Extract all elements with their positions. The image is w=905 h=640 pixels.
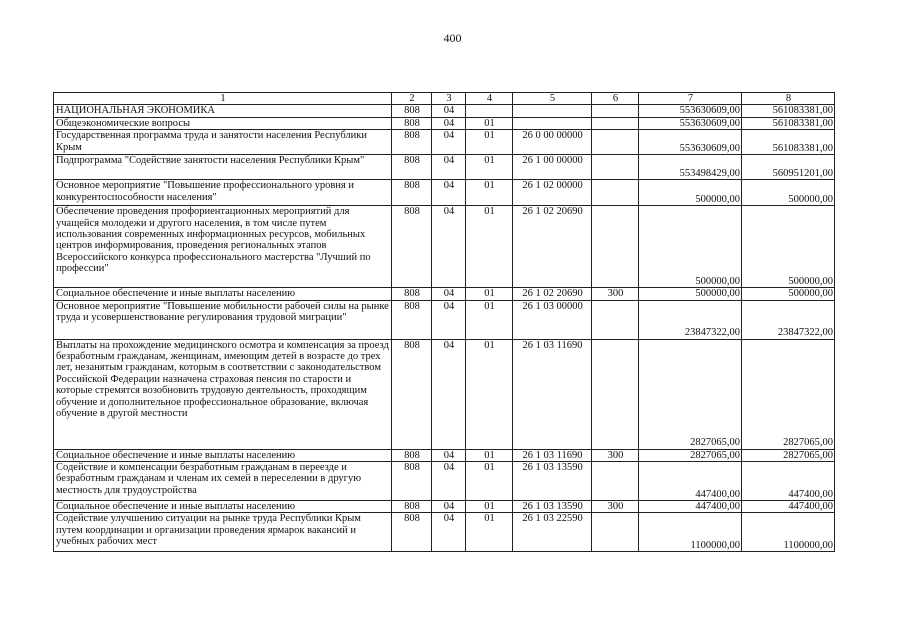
table-row xyxy=(54,288,835,300)
cell-amount-8: 561083381,00 xyxy=(742,130,835,155)
table-row xyxy=(54,155,835,180)
cell-amount-7: 500000,00 xyxy=(639,288,742,300)
cell-grbs: 808 xyxy=(392,513,432,552)
cell-amount-7: 2827065,00 xyxy=(639,339,742,449)
cell-target-article: 26 1 03 13590 xyxy=(513,501,592,513)
cell-grbs: 808 xyxy=(392,117,432,129)
cell-section: 04 xyxy=(432,449,466,461)
cell-grbs: 808 xyxy=(392,501,432,513)
table-row xyxy=(54,513,835,552)
table-row xyxy=(54,206,835,288)
budget-table xyxy=(53,92,835,552)
cell-amount-7: 447400,00 xyxy=(639,501,742,513)
cell-subsection: 01 xyxy=(466,513,513,552)
cell-amount-8: 447400,00 xyxy=(742,462,835,501)
column-header: 3 xyxy=(432,93,466,105)
row-name: Основное мероприятие "Повышение мобильности рабочей силы на рынке труда и усовершенствование регулирования трудовой миграции" xyxy=(54,300,392,339)
cell-amount-7: 553630609,00 xyxy=(639,105,742,117)
cell-expense-type xyxy=(592,206,639,288)
column-header: 2 xyxy=(392,93,432,105)
cell-grbs: 808 xyxy=(392,130,432,155)
cell-subsection: 01 xyxy=(466,155,513,180)
table-row xyxy=(54,300,835,339)
cell-subsection: 01 xyxy=(466,462,513,501)
cell-target-article: 26 1 03 00000 xyxy=(513,300,592,339)
row-name: Основное мероприятие "Повышение профессионального уровня и конкурентоспособности населения" xyxy=(54,180,392,206)
cell-amount-8: 447400,00 xyxy=(742,501,835,513)
cell-amount-8: 500000,00 xyxy=(742,180,835,206)
row-name: Социальное обеспечение и иные выплаты населению xyxy=(54,288,392,300)
row-name: НАЦИОНАЛЬНАЯ ЭКОНОМИКА xyxy=(54,105,392,117)
table-row xyxy=(54,501,835,513)
page-number: 400 xyxy=(443,31,462,45)
cell-section: 04 xyxy=(432,501,466,513)
cell-target-article: 26 1 03 11690 xyxy=(513,449,592,461)
cell-subsection: 01 xyxy=(466,206,513,288)
cell-expense-type: 300 xyxy=(592,449,639,461)
cell-grbs: 808 xyxy=(392,288,432,300)
cell-section: 04 xyxy=(432,206,466,288)
cell-section: 04 xyxy=(432,462,466,501)
cell-amount-8: 2827065,00 xyxy=(742,339,835,449)
cell-amount-7: 2827065,00 xyxy=(639,449,742,461)
cell-section: 04 xyxy=(432,288,466,300)
cell-subsection: 01 xyxy=(466,339,513,449)
row-name: Содействие и компенсации безработным гражданам в переезде и безработным гражданам и членам их семей в переселении в другую местность для трудоустройства xyxy=(54,462,392,501)
cell-target-article: 26 1 03 22590 xyxy=(513,513,592,552)
cell-amount-7: 23847322,00 xyxy=(639,300,742,339)
cell-grbs: 808 xyxy=(392,180,432,206)
cell-amount-8: 500000,00 xyxy=(742,288,835,300)
cell-amount-8: 560951201,00 xyxy=(742,155,835,180)
cell-target-article: 26 1 02 00000 xyxy=(513,180,592,206)
cell-grbs: 808 xyxy=(392,105,432,117)
cell-grbs: 808 xyxy=(392,206,432,288)
column-header: 4 xyxy=(466,93,513,105)
cell-section: 04 xyxy=(432,105,466,117)
row-name: Социальное обеспечение и иные выплаты населению xyxy=(54,501,392,513)
cell-amount-7: 500000,00 xyxy=(639,180,742,206)
table-row xyxy=(54,117,835,129)
cell-section: 04 xyxy=(432,339,466,449)
cell-subsection: 01 xyxy=(466,180,513,206)
cell-grbs: 808 xyxy=(392,300,432,339)
row-name: Подпрограмма "Содействие занятости населения Республики Крым" xyxy=(54,155,392,180)
column-header: 7 xyxy=(639,93,742,105)
row-name: Обеспечение проведения профориентационных мероприятий для учащейся молодежи и другого населения, в том числе путем использования современных информационных ресурсов, мобильных центров информирования, проведения региональных этапов Всероссийского конкурса профессионального мастерства "Лучший по профессии" xyxy=(54,206,392,288)
cell-expense-type xyxy=(592,117,639,129)
cell-section: 04 xyxy=(432,300,466,339)
cell-grbs: 808 xyxy=(392,449,432,461)
cell-target-article: 26 1 03 13590 xyxy=(513,462,592,501)
cell-amount-8: 1100000,00 xyxy=(742,513,835,552)
table-row xyxy=(54,130,835,155)
column-header: 5 xyxy=(513,93,592,105)
cell-amount-7: 553630609,00 xyxy=(639,117,742,129)
cell-subsection: 01 xyxy=(466,501,513,513)
cell-subsection xyxy=(466,105,513,117)
column-header: 8 xyxy=(742,93,835,105)
row-name: Государственная программа труда и занятости населения Республики Крым xyxy=(54,130,392,155)
cell-amount-8: 2827065,00 xyxy=(742,449,835,461)
cell-target-article: 26 1 00 00000 xyxy=(513,155,592,180)
cell-amount-7: 447400,00 xyxy=(639,462,742,501)
row-name: Общеэкономические вопросы xyxy=(54,117,392,129)
cell-target-article xyxy=(513,117,592,129)
row-name: Содействие улучшению ситуации на рынке труда Республики Крым путем координации и организации проведения ярмарок вакансий и учебных рабочих мест xyxy=(54,513,392,552)
cell-expense-type xyxy=(592,130,639,155)
table-row xyxy=(54,462,835,501)
cell-amount-8: 500000,00 xyxy=(742,206,835,288)
cell-section: 04 xyxy=(432,155,466,180)
cell-expense-type: 300 xyxy=(592,501,639,513)
cell-target-article: 26 1 02 20690 xyxy=(513,206,592,288)
cell-amount-7: 553498429,00 xyxy=(639,155,742,180)
cell-expense-type xyxy=(592,513,639,552)
cell-expense-type xyxy=(592,180,639,206)
cell-target-article: 26 1 02 20690 xyxy=(513,288,592,300)
cell-expense-type xyxy=(592,105,639,117)
table-row xyxy=(54,105,835,117)
cell-section: 04 xyxy=(432,117,466,129)
table-row xyxy=(54,339,835,449)
cell-expense-type xyxy=(592,155,639,180)
cell-target-article xyxy=(513,105,592,117)
cell-amount-7: 500000,00 xyxy=(639,206,742,288)
column-header: 6 xyxy=(592,93,639,105)
cell-grbs: 808 xyxy=(392,462,432,501)
cell-expense-type xyxy=(592,462,639,501)
cell-subsection: 01 xyxy=(466,449,513,461)
cell-target-article: 26 1 03 11690 xyxy=(513,339,592,449)
row-name: Социальное обеспечение и иные выплаты населению xyxy=(54,449,392,461)
cell-amount-8: 561083381,00 xyxy=(742,117,835,129)
cell-expense-type: 300 xyxy=(592,288,639,300)
cell-expense-type xyxy=(592,300,639,339)
table-row xyxy=(54,449,835,461)
row-name: Выплаты на прохождение медицинского осмотра и компенсация за проезд безработным гражданам, женщинам, имеющим детей в возрасте до трех лет, незанятым гражданам, которым в соответствии с законодательством Российской Федерации назначена страховая пенсия по старости и которые стремятся возобновить трудовую деятельность, проходящим обучение и дополнительное профессиональное образование, включая обучение в другой местности xyxy=(54,339,392,449)
cell-section: 04 xyxy=(432,180,466,206)
cell-grbs: 808 xyxy=(392,339,432,449)
cell-target-article: 26 0 00 00000 xyxy=(513,130,592,155)
cell-grbs: 808 xyxy=(392,155,432,180)
cell-section: 04 xyxy=(432,130,466,155)
cell-subsection: 01 xyxy=(466,130,513,155)
cell-subsection: 01 xyxy=(466,300,513,339)
table-header-row xyxy=(54,93,835,105)
cell-amount-8: 23847322,00 xyxy=(742,300,835,339)
cell-amount-7: 1100000,00 xyxy=(639,513,742,552)
cell-section: 04 xyxy=(432,513,466,552)
table-row xyxy=(54,180,835,206)
cell-expense-type xyxy=(592,339,639,449)
cell-subsection: 01 xyxy=(466,117,513,129)
column-header: 1 xyxy=(54,93,392,105)
cell-amount-8: 561083381,00 xyxy=(742,105,835,117)
cell-subsection: 01 xyxy=(466,288,513,300)
cell-amount-7: 553630609,00 xyxy=(639,130,742,155)
